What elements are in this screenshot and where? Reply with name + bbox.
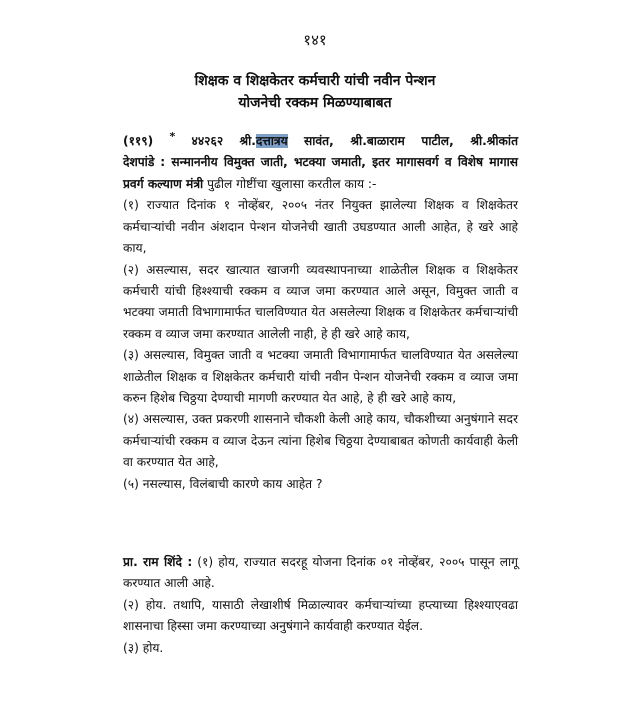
question-point-3: (३) असल्यास, विमुक्त जाती व भटक्या जमाती विभागामार्फत चालविण्यात येत असलेल्या शाळेतील शिक्षक व शिक्षकेतर कर्मचारी यांची नवीन पेन्शन योजनेची रक्कम व व्याज जमा करुन हिशेब चिठ्ठया देण्याची मागणी करण्यात येत आहे, हे ही खरे आहे काय, [123, 348, 518, 405]
question-number: (११९) [123, 134, 154, 149]
member-names-cont: देशपांडे [123, 155, 155, 170]
answer-block [123, 552, 518, 659]
answer-point-2: (२) होय. तथापि, यासाठी लेखाशीर्ष मिळाल्यावर कर्मचाऱ्यांच्या हप्त्याच्या हिश्श्याएवढा शासनाचा हिस्सा जमा करण्याच्या अनुषंगाने कार्यवाही करण्यात येईल. [123, 597, 518, 634]
minister-title: : सन्माननीय विमुक्त जाती, भटक्या जमाती, इतर मागासवर्ग व विशेष मागास प्रवर्ग कल्याण मंत्री [123, 155, 519, 191]
question-point-1: (१) राज्यात दिनांक १ नोव्हेंबर, २००५ नंतर नियुक्त झालेल्या शिक्षक व शिक्षकेतर कर्मचाऱ्यांची नवीन अंशदान पेन्शन योजनेची खाती उघडण्यात आली आहेत, हे खरे आहे काय, [123, 198, 518, 256]
page-number: १४१ [303, 31, 327, 49]
answer-point-3: (३) होय. [123, 640, 164, 655]
title-line-2: योजनेची रक्कम मिळण्याबाबत [238, 95, 392, 111]
question-heading [123, 126, 518, 152]
answer-speaker: प्रा. राम शिंदे : [123, 555, 193, 569]
question-intro: पुढील गोष्टींचा खुलासा करतील काय :- [207, 176, 377, 191]
starred-mark: * [169, 130, 176, 143]
member-prefix: श्री. [239, 134, 256, 149]
document-title [0, 70, 630, 114]
question-point-4: (४) असल्यास, उक्त प्रकरणी शासनाने चौकशी केली आहे काय, चौकशीच्या अनुषंगाने सदर कर्मचाऱ्यांची रक्कम व व्याज देऊन त्यांना हिशेब चिठ्ठया देण्याबाबत कोणती कार्यवाही केली वा करण्यात येत आहे, [123, 412, 518, 470]
minister-address [123, 152, 518, 195]
highlighted-member-name: दत्तात्रय [255, 134, 288, 149]
question-point-2: (२) असल्यास, सदर खात्यात खाजगी व्यवस्थापनाच्या शाळेतील शिक्षक व शिक्षकेतर कर्मचारी यांची हिश्श्याची रक्कम व व्याज जमा करण्यात आले असून, विमुक्त जाती व भटक्या जमाती विभागामार्फत चालविण्यात येत असलेल्या शिक्षक व शिक्षकेतर कर्मचाऱ्यांची रक्कम व व्याज जमा करण्यात आलेली नाही, हे ही खरे आहे काय, [123, 262, 518, 341]
question-point-5: (५) नसल्यास, विलंबाची कारणे काय आहेत ? [123, 476, 323, 491]
member-names: सावंत, श्री.बाळाराम पाटील, श्री.श्रीकांत [304, 134, 519, 149]
title-line-1: शिक्षक व शिक्षकेतर कर्मचारी यांची नवीन पेन्शन [194, 73, 436, 89]
answer-point-1-para [123, 552, 518, 595]
question-id: ४४२६२ [191, 134, 224, 149]
question-block [123, 126, 518, 495]
answer-point-1: (१) होय, राज्यात सदरहू योजना दिनांक ०१ नोव्हेंबर, २००५ पासून लागू करण्यात आली आहे. [123, 555, 518, 591]
